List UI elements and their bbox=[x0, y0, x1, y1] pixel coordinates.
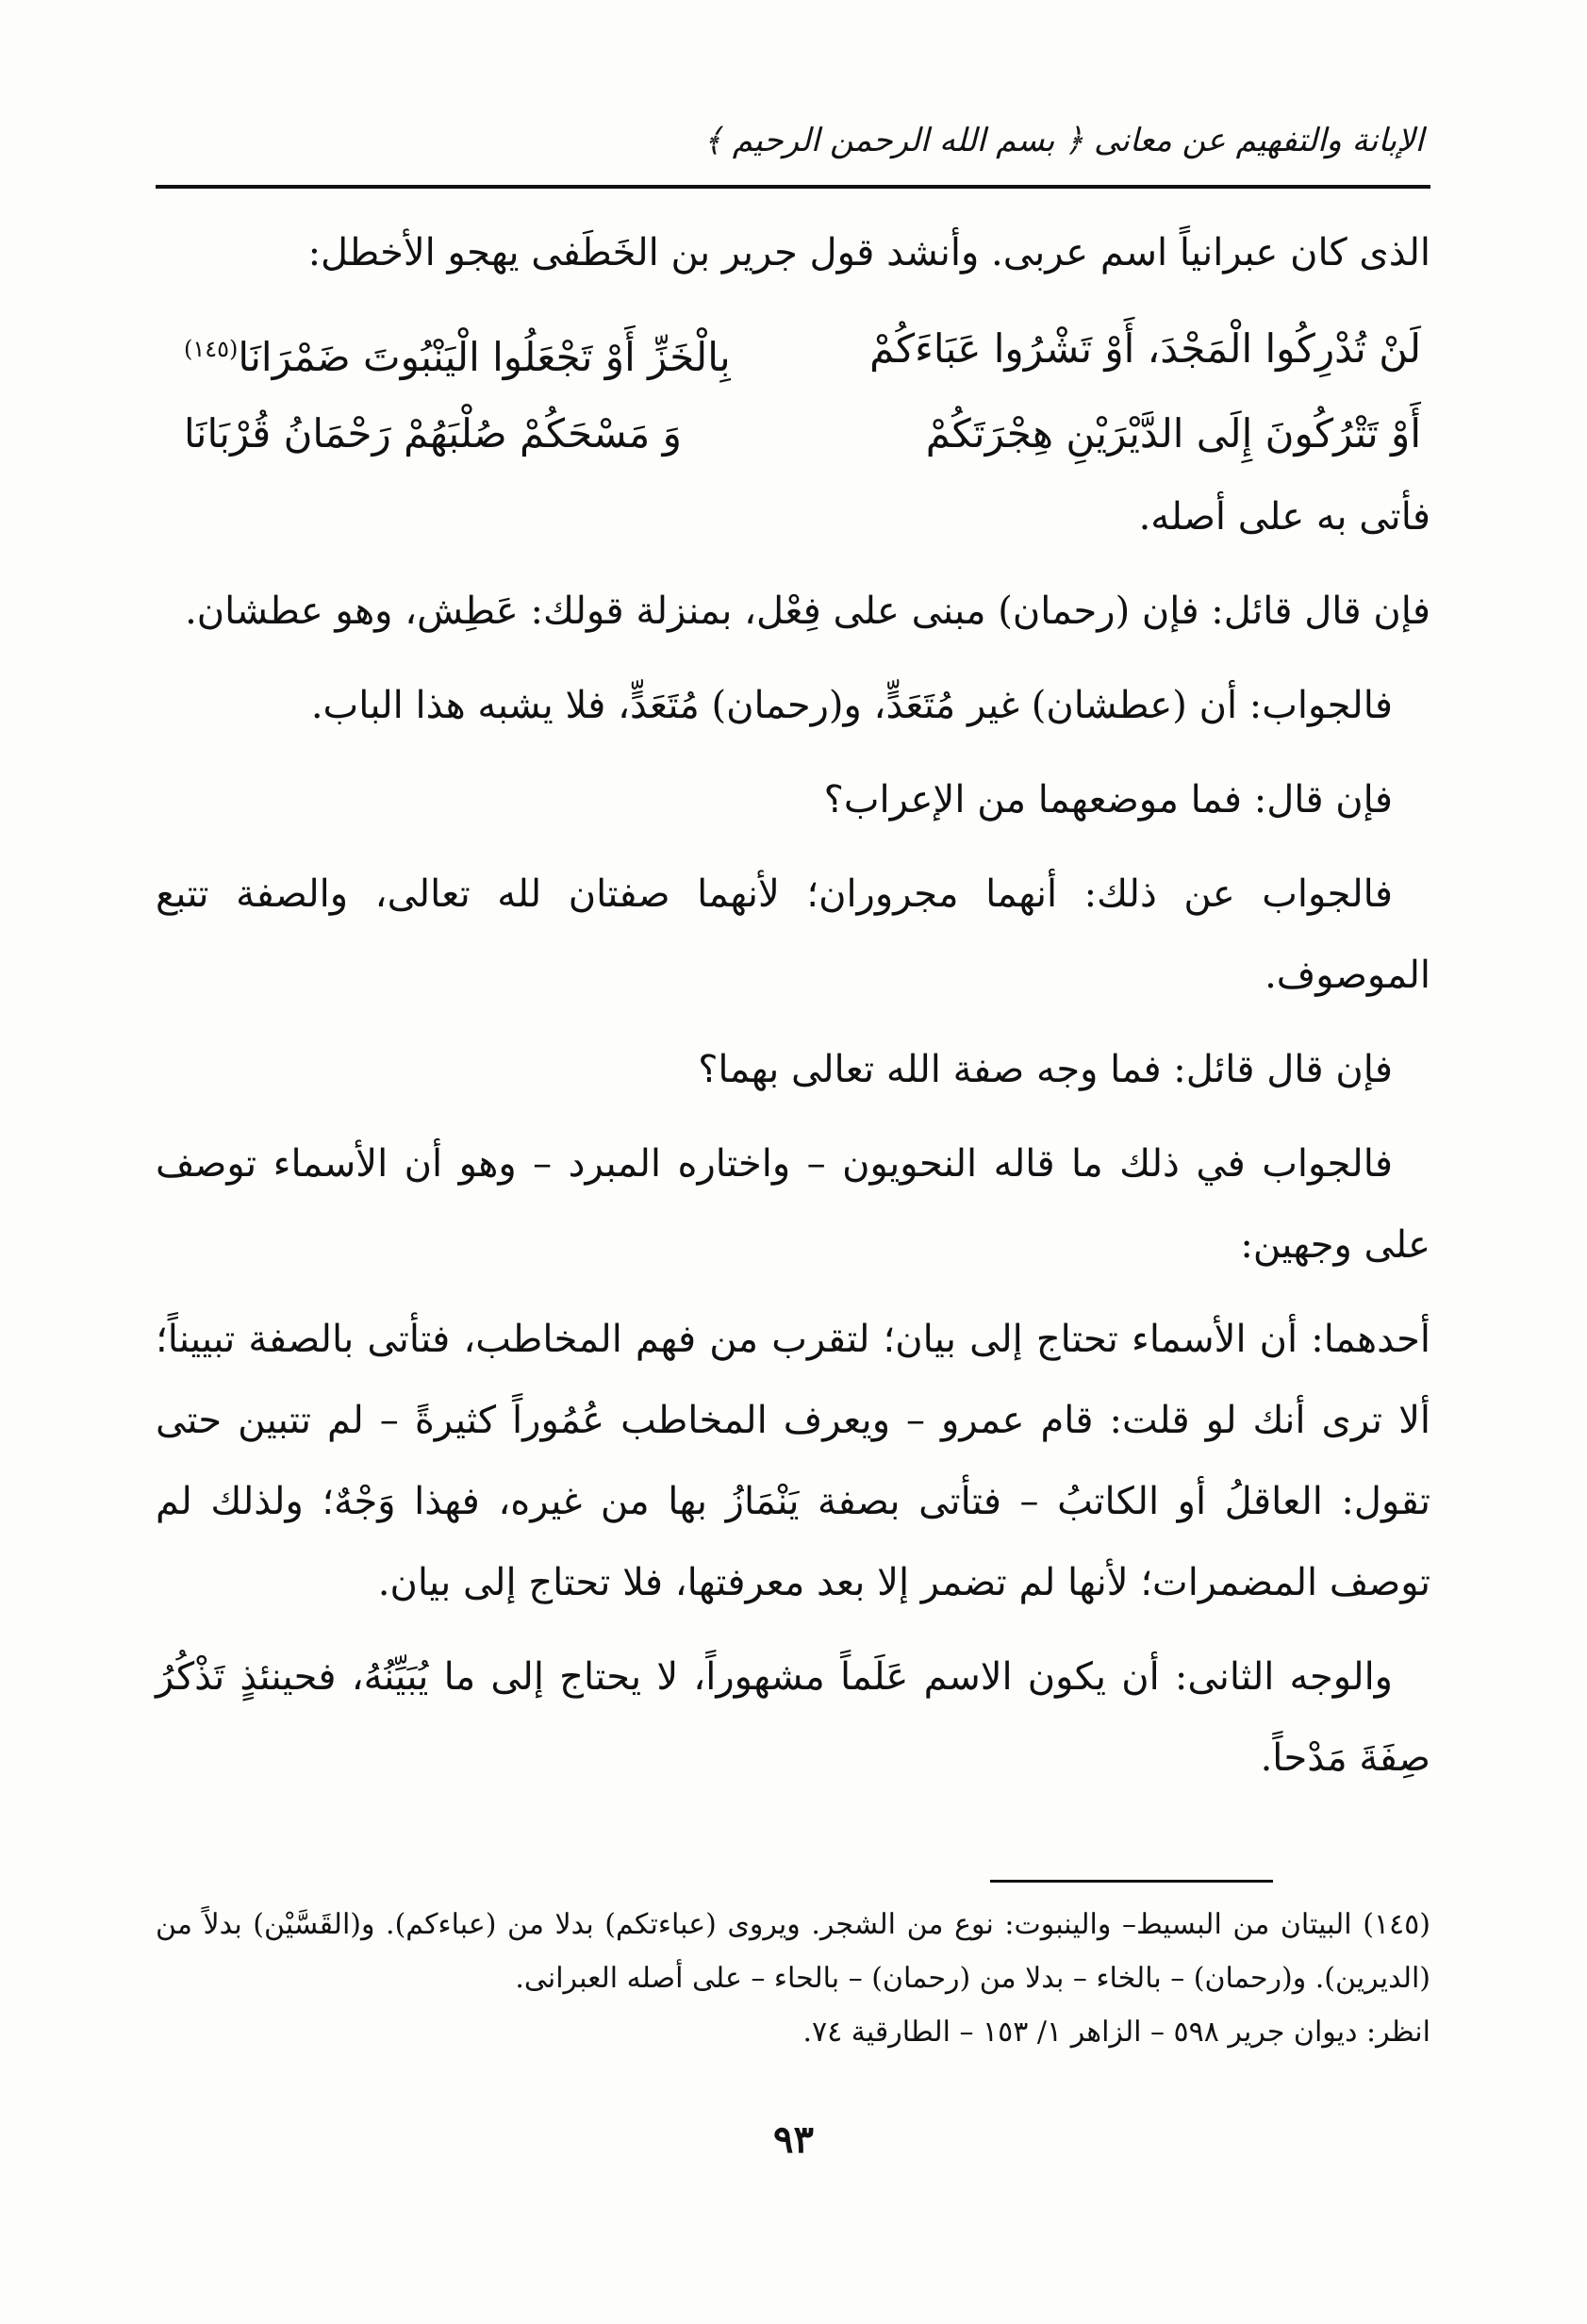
verse-1-first-hemistich: لَنْ تُدْرِكُوا الْمَجْدَ، أَوْ تَشْرُوا عَبَاءَكُمْ bbox=[869, 325, 1421, 372]
verse-2-first-hemistich: أَوْ تَتْرُكُونَ إِلَى الدَّيْرَيْنِ هِجْرَتَكُمْ bbox=[925, 410, 1421, 456]
header-rule bbox=[156, 185, 1430, 189]
page-number: ٩٣ bbox=[773, 2117, 814, 2162]
verse-line-2 bbox=[156, 391, 1430, 476]
paragraph: فإن قال: فما موضعهما من الإعراب؟ bbox=[823, 778, 1393, 822]
footnotes bbox=[156, 1898, 1430, 2059]
running-header: الإبانة والتفهيم عن معانى ﴿ بسم الله الرحمن الرحيم ﴾ bbox=[703, 122, 1424, 159]
verse-1-second-hemistich-text: بِالْخَزِّ أَوْ تَجْعَلُوا الْيَنْبُوتَ ضَمْرَانَا bbox=[238, 334, 731, 380]
paragraph: فإن قال قائل: فما وجه صفة الله تعالى بهما؟ bbox=[698, 1048, 1393, 1091]
paragraph: فالجواب في ذلك ما قاله النحويون – واختاره المبرد – وهو أن الأسماء توصف على وجهين: bbox=[156, 1142, 1430, 1267]
footnote-separator bbox=[990, 1880, 1273, 1883]
verse-line-1 bbox=[156, 307, 1430, 391]
paragraph: أحدهما: أن الأسماء تحتاج إلى بيان؛ لتقرب من فهم المخاطب، فتأتى بالصفة تبييناً؛ ألا ترى أنك لو قلت: قام عمرو – ويعرف المخاطب عُمُوراً كثيرةً – لم تتبين حتى تقول: العاقلُ أو الكاتبُ – فتأتى بصفة يَنْمَازُ بها من غيره، فهذا وَجْهٌ؛ ولذلك لم توصف المضمرات؛ لأنها لم تضمر إلا بعد معرفتها، فلا تحتاج إلى بيان. bbox=[156, 1318, 1430, 1604]
intro-line: الذى كان عبرانياً اسم عربى. وأنشد قول جرير بن الخَطَفى يهجو الأخطل: bbox=[307, 231, 1430, 274]
footnote-ref-145: (١٤٥) bbox=[184, 336, 239, 362]
footnote-source: انظر: ديوان جرير ٥٩٨ – الزاهر ١/ ١٥٣ – الطارقية ٧٤. bbox=[802, 2016, 1430, 2049]
footnote-145: (١٤٥) البيتان من البسيط– والينبوت: نوع من الشجر. ويروى (عباءتكم) بدلا من (عباءكم). و(القَسَّيْن) بدلاً من (الديرين). و(رحمان) – بالخاء – بدلا من (رحمان) – بالحاء – على أصله العبرانى. bbox=[156, 1908, 1430, 1995]
verse-1-second-hemistich bbox=[184, 307, 731, 391]
paragraph: فالجواب: أن (عطشان) غير مُتَعَدٍّ، و(رحمان) مُتَعَدٍّ، فلا يشبه هذا الباب. bbox=[310, 684, 1393, 727]
paragraph: فالجواب عن ذلك: أنهما مجروران؛ لأنهما صفتان لله تعالى، والصفة تتبع الموصوف. bbox=[156, 872, 1430, 997]
after-verses-line: فأتى به على أصله. bbox=[1138, 495, 1430, 539]
verse-2-second-hemistich: وَ مَسْحَكُمْ صُلْبَهُمْ رَحْمَانُ قُرْبَانَا bbox=[184, 410, 682, 456]
paragraph: فإن قال قائل: فإن (رحمان) مبنى على فِعْل، بمنزلة قولك: عَطِش، وهو عطشان. bbox=[185, 589, 1430, 633]
main-text bbox=[156, 212, 1430, 1812]
paragraph: والوجه الثانى: أن يكون الاسم عَلَماً مشهوراً، لا يحتاج إلى ما يُبَيِّنُهُ، فحينئذٍ تَذْكُرُ صِفَةَ مَدْحاً. bbox=[156, 1655, 1430, 1780]
